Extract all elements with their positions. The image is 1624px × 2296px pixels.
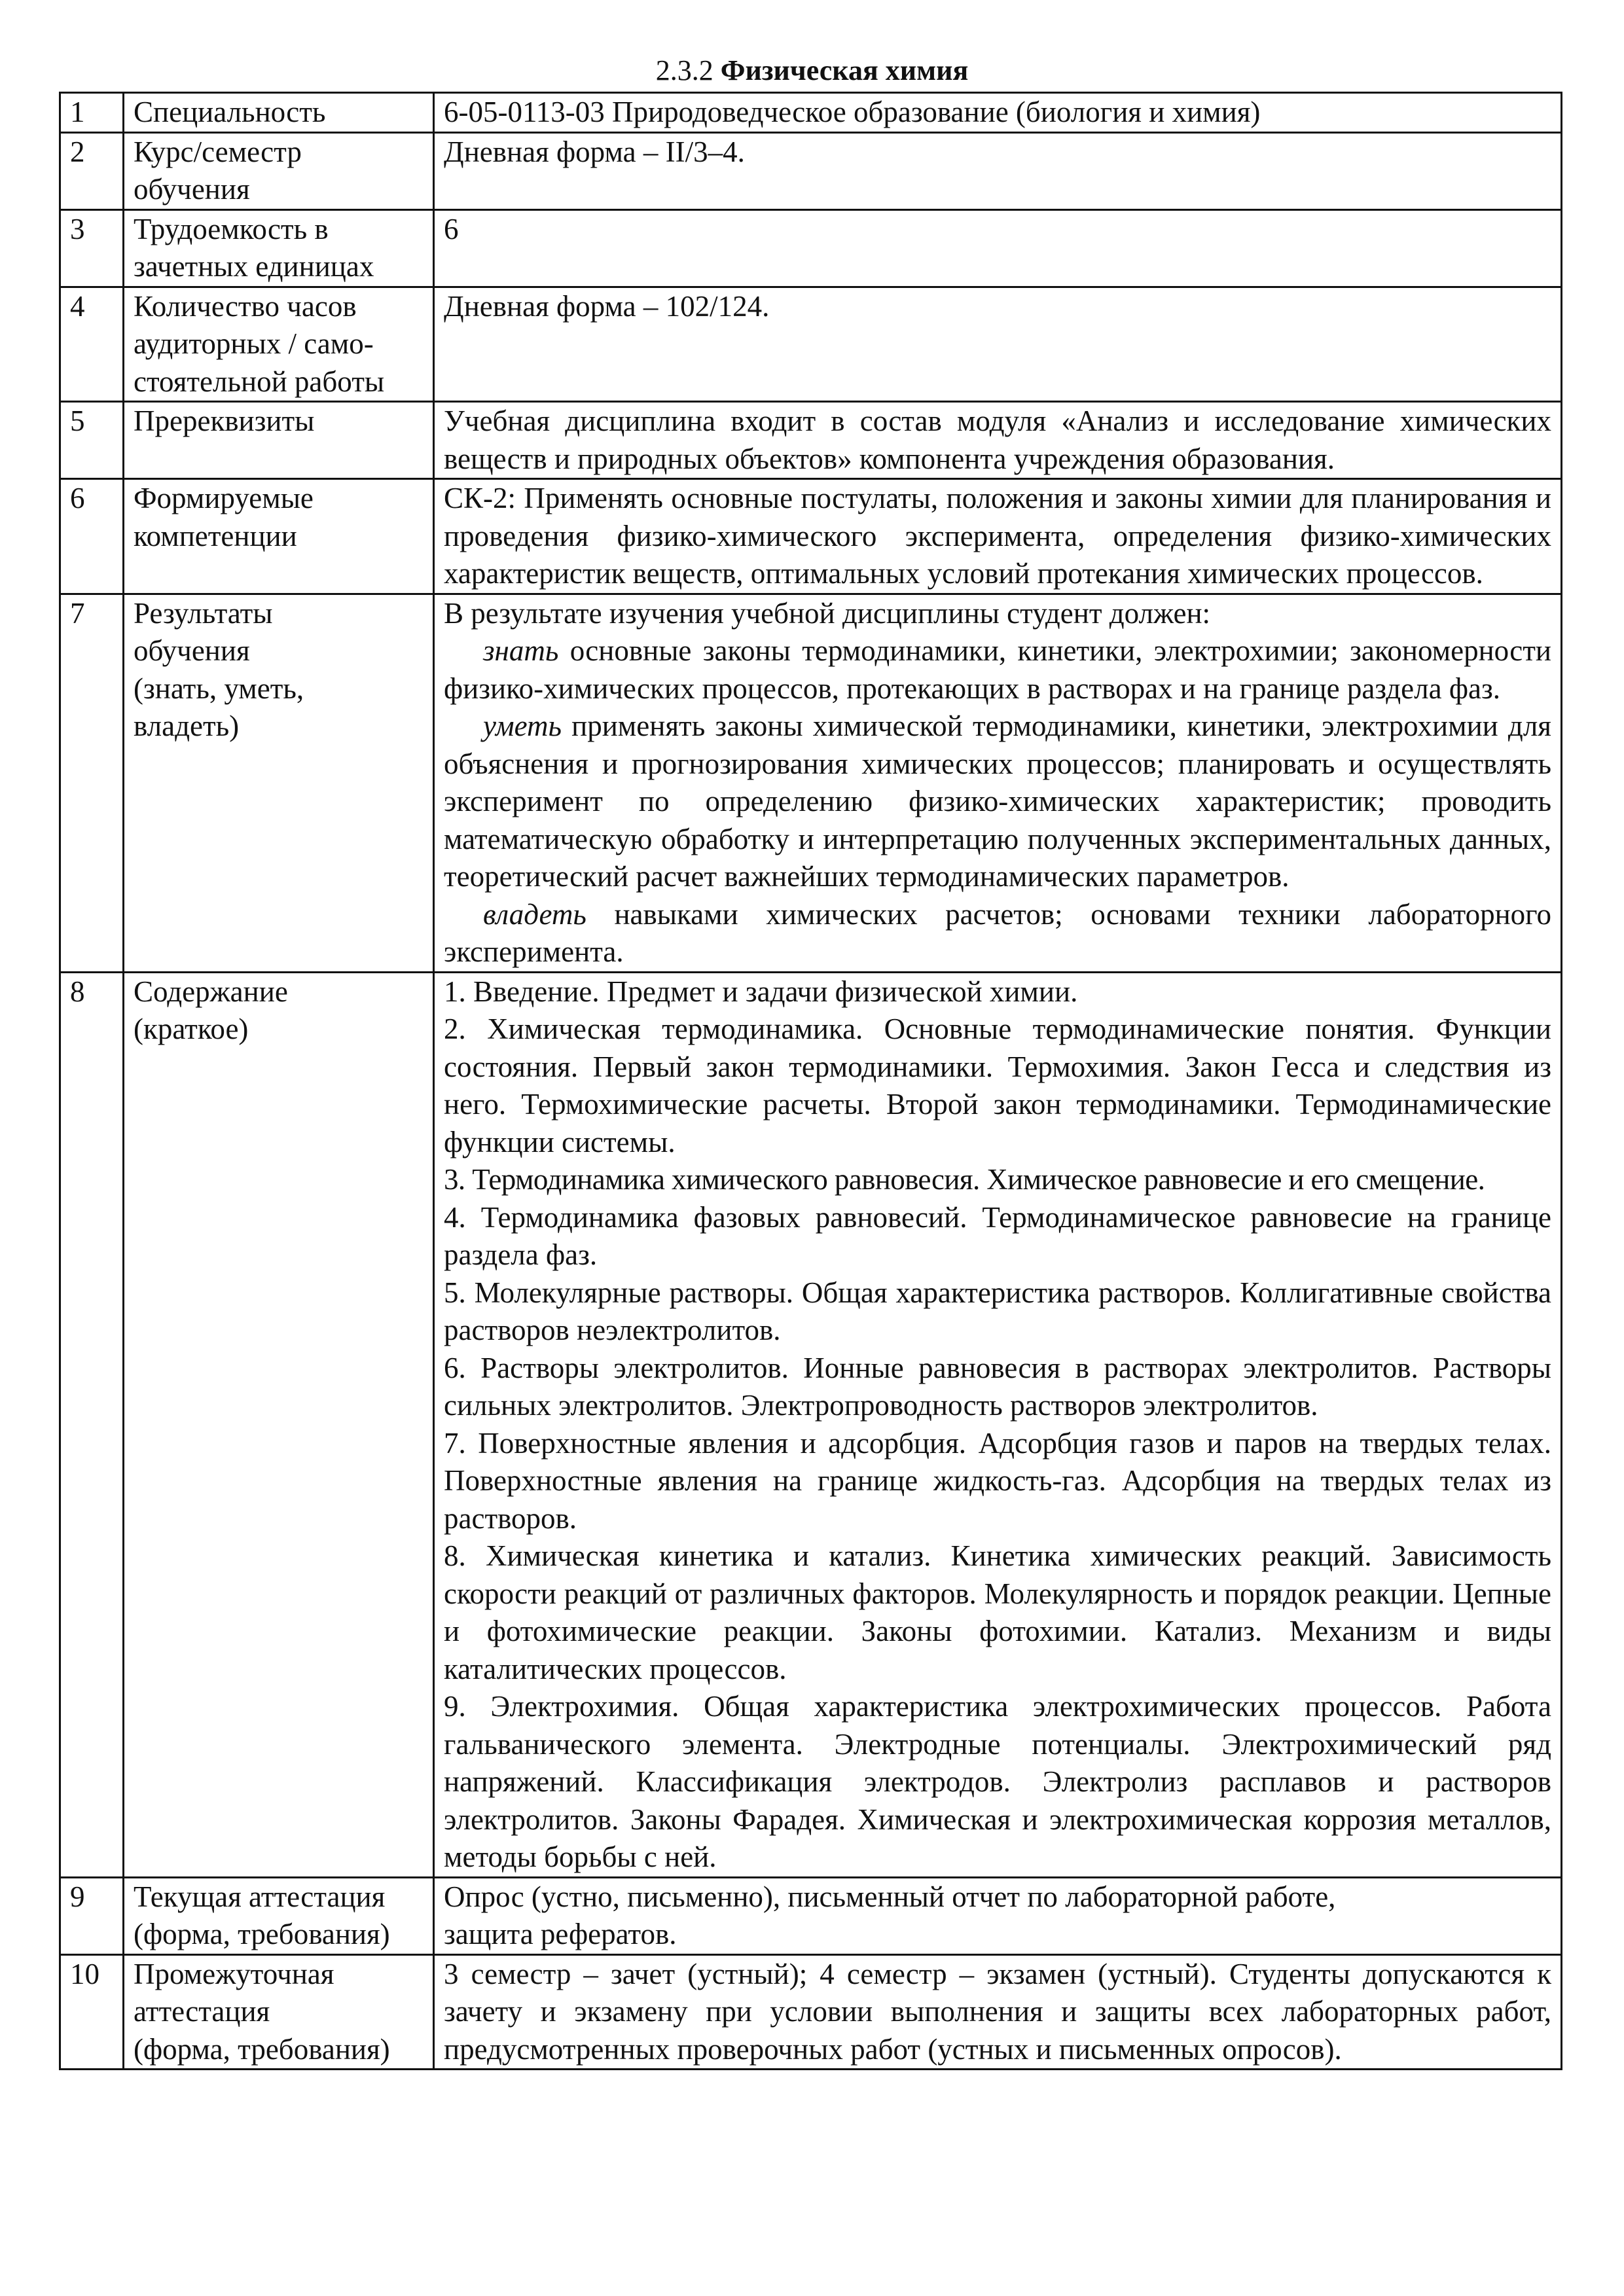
content-item: 9. Электрохимия. Общая характеристика электрохимических процессов. Работа гальванического элемента. Электродные потенциалы. Электрохимический ряд напряжений. Классификация электродов. Электролиз расплавов и растворов электролитов. Законы Фарадея. Химическая и электрохимическая коррозия металлов, методы борьбы с ней. [444,1690,1551,1873]
row-label: Текущая аттестация (форма, требования) [124,1877,434,1954]
row-number: 2 [60,132,124,209]
table-row-prerequisites [60,402,1562,479]
row-number: 7 [60,594,124,972]
outcome-know-term: знать [483,634,559,667]
row-label: Формируемые компетенции [124,479,434,594]
outcome-can-term: уметь [483,709,562,742]
table-row-current-assessment [60,1877,1562,1954]
row-number: 4 [60,287,124,402]
outcome-know [444,632,1551,708]
outcome-own-term: владеть [483,897,586,931]
outcome-own [444,896,1551,971]
row-value: Дневная форма – II/3–4. [434,132,1562,209]
row-value: 3 семестр – зачет (устный); 4 семестр – экзамен (устный). Студенты допускаются к зачету и экзамену при условии выполнения и защиты всех лабораторных работ, предусмотренных проверочных работ (устных и письменных опросов). [434,1954,1562,2070]
content-item: 1. Введение. Предмет и задачи физической химии. [444,975,1078,1008]
content-item: 2. Химическая термодинамика. Основные термодинамические понятия. Функции состояния. Первый закон термодинамики. Термохимия. Закон Гесса и следствия из него. Термохимические расчеты. Второй закон термодинамики. Термодинамические функции системы. [444,1013,1551,1158]
table-row-credits [60,209,1562,287]
row-number: 8 [60,972,124,1877]
row-value: 6 [434,209,1562,287]
table-row-content [60,972,1562,1877]
row-value [434,972,1562,1877]
outcomes-intro: В результате изучения учебной дисциплины студент должен: [444,596,1211,630]
content-item: 8. Химическая кинетика и катализ. Кинетика химических реакций. Зависимость скорости реакций от различных факторов. Молекулярность и порядок реакции. Цепные и фотохимические реакции. Законы фотохимии. Катализ. Механизм и виды каталитических процессов. [444,1539,1551,1685]
discipline-name: Физическая химия [720,54,969,86]
content-item: 5. Молекулярные растворы. Общая характеристика растворов. Коллигативные свойства растворов неэлектролитов. [444,1276,1551,1346]
outcome-can [444,708,1551,896]
row-label: Результаты обучения (знать, уметь, владеть) [124,594,434,972]
table-row-specialty [60,93,1562,133]
row-label: Содержание (краткое) [124,972,434,1877]
content-item: 7. Поверхностные явления и адсорбция. Адсорбция газов и паров на твердых телах. Поверхностные явления на границе жидкость-газ. Адсорбция на твердых телах из растворов. [444,1426,1551,1535]
content-item: 4. Термодинамика фазовых равновесий. Термодинамическое равновесие на границе раздела фаз. [444,1200,1551,1271]
table-row-hours [60,287,1562,402]
section-number: 2.3.2 [655,54,713,86]
row-number: 6 [60,479,124,594]
row-number: 5 [60,402,124,479]
table-row-intermediate-assessment [60,1954,1562,2070]
assessment-line: Опрос (устно, письменно), письменный отчет по лабораторной работе, [444,1880,1336,1913]
row-number: 3 [60,209,124,287]
row-number: 10 [60,1954,124,2070]
row-value: СК-2: Применять основные постулаты, положения и законы химии для планирования и проведения физико-химического эксперимента, определения физико-химических характеристик веществ, оптимальных условий протекания химических процессов. [434,479,1562,594]
row-number: 9 [60,1877,124,1954]
outcome-can-text: применять законы химической термодинамики, кинетики, электрохимии для объяснения и прогнозирования химических процессов; планировать и осуществлять эксперимент по определению физико-химических характеристик; проводить математическую обработку и интерпретацию полученных экспериментальных данных, теоретический расчет важнейших термодинамических параметров. [444,709,1551,893]
row-label: Специальность [124,93,434,133]
outcome-own-text: навыками химических расчетов; основами техники лабораторного эксперимента. [444,897,1551,968]
outcome-know-text: основные законы термодинамики, кинетики, электрохимии; закономерности физико-химических процессов, протекающих в растворах и на границе раздела фаз. [444,634,1551,705]
row-label: Количество часов аудиторных / само- стоятельной работы [124,287,434,402]
row-value: 6-05-0113-03 Природоведческое образование (биология и химия) [434,93,1562,133]
row-label: Пререквизиты [124,402,434,479]
content-item: 6. Растворы электролитов. Ионные равновесия в растворах электролитов. Растворы сильных электролитов. Электропроводность растворов электролитов. [444,1351,1551,1422]
table-row-course-semester [60,132,1562,209]
row-label: Трудоемкость в зачетных единицах [124,209,434,287]
row-value: Дневная форма – 102/124. [434,287,1562,402]
row-value [434,594,1562,972]
discipline-card-table [59,92,1562,2070]
table-row-learning-outcomes [60,594,1562,972]
row-label: Курс/семестр обучения [124,132,434,209]
row-number: 1 [60,93,124,133]
table-row-competencies [60,479,1562,594]
page-title [0,52,1624,89]
row-label: Промежуточная аттестация (форма, требования) [124,1954,434,2070]
row-value: Учебная дисциплина входит в состав модуля «Анализ и исследование химических веществ и природных объектов» компонента учреждения образования. [434,402,1562,479]
row-value [434,1877,1562,1954]
content-item: 3. Термодинамика химического равновесия. Химическое равновесие и его смещение. [444,1163,1485,1196]
assessment-line: защита рефератов. [444,1918,677,1950]
